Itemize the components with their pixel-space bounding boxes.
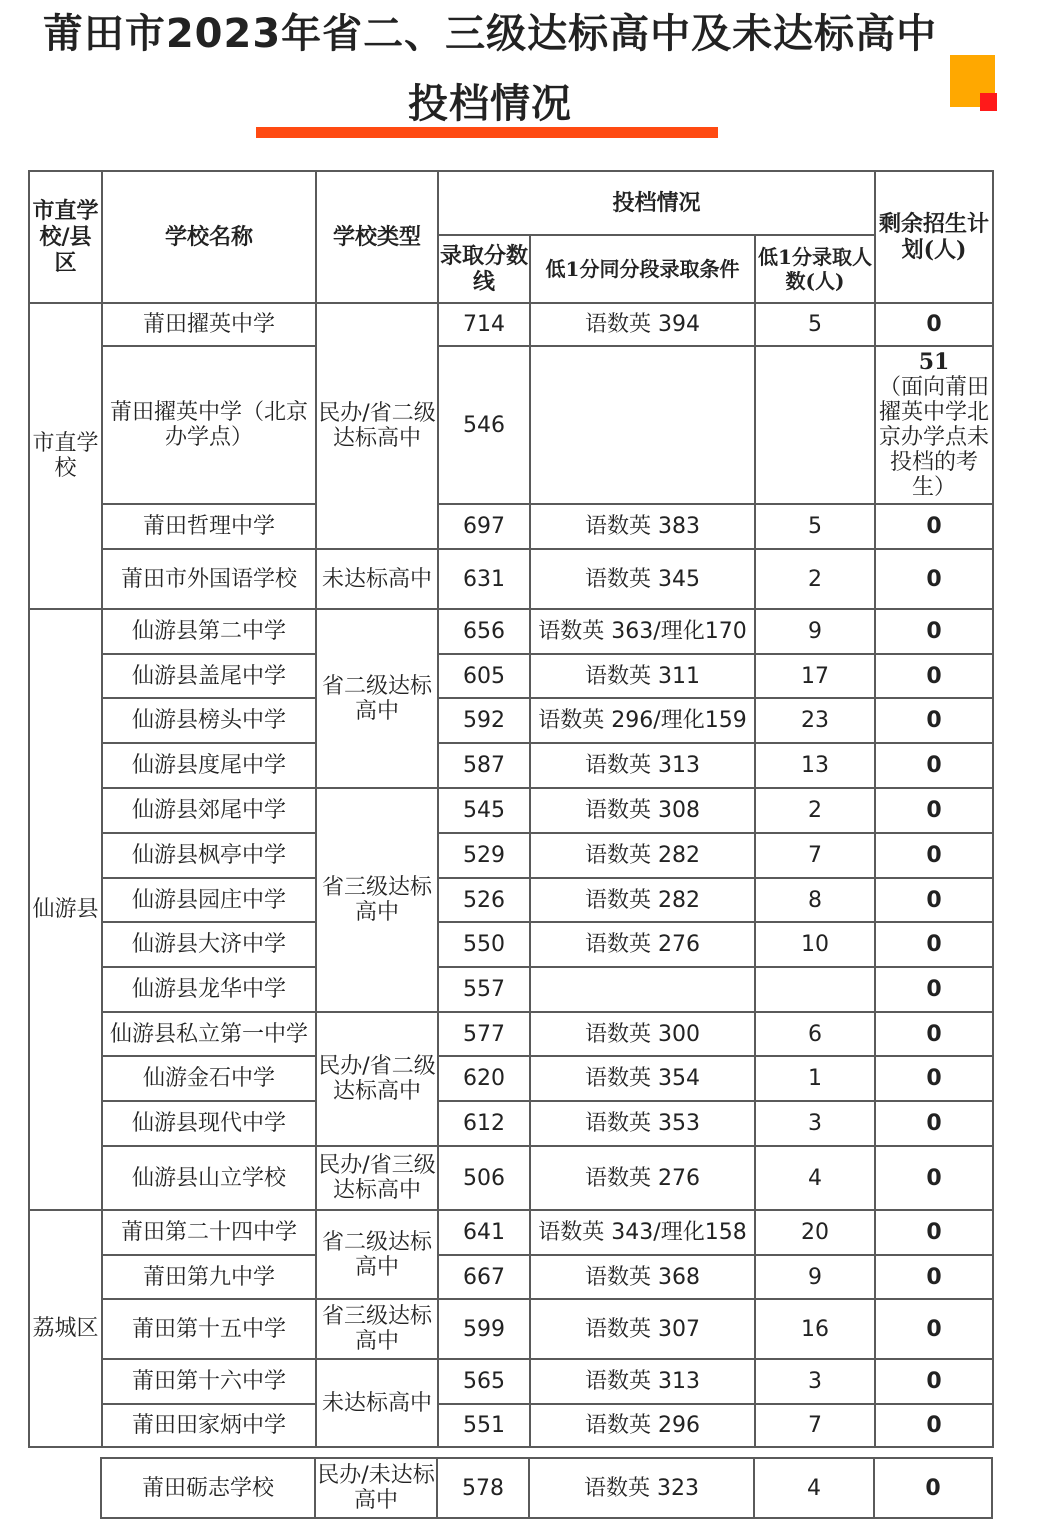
- cutoff-score: 587: [438, 743, 530, 788]
- remaining-plan: 0: [875, 878, 993, 922]
- cutoff-score: 605: [438, 654, 530, 698]
- table-row: [29, 743, 993, 788]
- school-name: 仙游县度尾中学: [102, 743, 316, 788]
- admission-condition: 语数英 313: [530, 743, 755, 788]
- admission-condition: 语数英 383: [530, 504, 755, 549]
- table-row: [29, 788, 993, 833]
- table-row: [29, 654, 993, 698]
- school-name: 仙游县园庄中学: [102, 878, 316, 922]
- admission-condition: 语数英 282: [530, 878, 755, 922]
- admission-table-continued: [28, 1457, 993, 1519]
- admission-condition: 语数英 276: [530, 922, 755, 967]
- school-name: 仙游县现代中学: [102, 1101, 316, 1146]
- admit-count: 9: [755, 609, 875, 654]
- cutoff-score: 557: [438, 967, 530, 1012]
- school-name: 仙游县大济中学: [102, 922, 316, 967]
- table-row: [29, 609, 993, 654]
- remaining-plan: 0: [875, 788, 993, 833]
- admit-count: 16: [755, 1299, 875, 1359]
- admission-condition: 语数英 353: [530, 1101, 755, 1146]
- remaining-plan: 0: [875, 922, 993, 967]
- header-condition: 低1分同分段录取条件: [530, 235, 755, 303]
- admission-condition: 语数英 311: [530, 654, 755, 698]
- remaining-value: 51: [918, 349, 950, 375]
- table-row: [29, 1210, 993, 1255]
- admission-condition: 语数英 300: [530, 1012, 755, 1056]
- admission-condition: 语数英 343/理化158: [530, 1210, 755, 1255]
- school-type: 未达标高中: [316, 549, 438, 609]
- cutoff-score: 529: [438, 833, 530, 878]
- cutoff-score: 551: [438, 1404, 530, 1447]
- remaining-plan: 0: [875, 1299, 993, 1359]
- table-row: [29, 549, 993, 609]
- header-admission: 投档情况: [438, 171, 875, 235]
- remaining-plan: 0: [875, 609, 993, 654]
- school-name: 仙游县榜头中学: [102, 698, 316, 743]
- cutoff-score: 546: [438, 346, 530, 504]
- school-name: 莆田擢英中学: [102, 303, 316, 346]
- admit-count: 10: [755, 922, 875, 967]
- admission-condition: 语数英 363/理化170: [530, 609, 755, 654]
- admit-count: [755, 967, 875, 1012]
- admission-condition: [530, 346, 755, 504]
- remaining-plan: 0: [875, 303, 993, 346]
- school-name: 莆田擢英中学（北京办学点）: [102, 346, 316, 504]
- remaining-plan: 0: [875, 1404, 993, 1447]
- school-type: 省三级达标高中: [316, 1299, 438, 1359]
- admission-condition: 语数英 296/理化159: [530, 698, 755, 743]
- admission-condition: 语数英 307: [530, 1299, 755, 1359]
- school-name: 莆田第十六中学: [102, 1359, 316, 1404]
- table-row: [29, 698, 993, 743]
- admit-count: 4: [755, 1146, 875, 1210]
- admit-count: 4: [754, 1458, 874, 1518]
- admit-count: 13: [755, 743, 875, 788]
- title-underline: [256, 127, 718, 138]
- admit-count: 2: [755, 549, 875, 609]
- table-row: [28, 1458, 992, 1518]
- cutoff-score: 641: [438, 1210, 530, 1255]
- page-title: 莆田市2023年省二、三级达标高中及未达标高中: [42, 11, 938, 57]
- district-cell: 市直学校: [29, 303, 102, 609]
- remaining-plan: 0: [875, 504, 993, 549]
- school-type: 民办/省二级达标高中: [316, 303, 438, 549]
- admit-count: 6: [755, 1012, 875, 1056]
- school-name: 仙游县龙华中学: [102, 967, 316, 1012]
- header-school: 学校名称: [102, 171, 316, 303]
- remaining-plan: 0: [875, 1255, 993, 1299]
- school-name: 莆田第九中学: [102, 1255, 316, 1299]
- admit-count: 7: [755, 833, 875, 878]
- cutoff-score: 550: [438, 922, 530, 967]
- header-district: 市直学校/县区: [29, 171, 102, 303]
- cutoff-score: 631: [438, 549, 530, 609]
- admission-condition: 语数英 354: [530, 1056, 755, 1101]
- admit-count: 20: [755, 1210, 875, 1255]
- admission-condition: 语数英 345: [530, 549, 755, 609]
- header-cutoff: 录取分数线: [438, 235, 530, 303]
- school-name: 仙游县盖尾中学: [102, 654, 316, 698]
- remaining-plan: 0: [875, 698, 993, 743]
- school-name: 仙游金石中学: [102, 1056, 316, 1101]
- header-count: 低1分录取人数(人): [755, 235, 875, 303]
- table-row: [29, 1299, 993, 1359]
- remaining-plan: 0: [874, 1458, 992, 1518]
- admission-condition: 语数英 313: [530, 1359, 755, 1404]
- table-row: [29, 1146, 993, 1210]
- remaining-plan: 0: [875, 1012, 993, 1056]
- remaining-plan: 0: [875, 1359, 993, 1404]
- cutoff-score: 545: [438, 788, 530, 833]
- cutoff-score: 506: [438, 1146, 530, 1210]
- table-row: [29, 878, 993, 922]
- school-type: 民办/省二级达标高中: [316, 1012, 438, 1146]
- cutoff-score: 578: [437, 1458, 529, 1518]
- table-row: [29, 1404, 993, 1447]
- admission-condition: 语数英 308: [530, 788, 755, 833]
- remaining-plan: [875, 346, 993, 504]
- admit-count: 3: [755, 1101, 875, 1146]
- admit-count: 2: [755, 788, 875, 833]
- remaining-plan: 0: [875, 1146, 993, 1210]
- school-type: 民办/省三级达标高中: [316, 1146, 438, 1210]
- cutoff-score: 714: [438, 303, 530, 346]
- admission-condition: 语数英 296: [530, 1404, 755, 1447]
- admit-count: 17: [755, 654, 875, 698]
- admission-condition: 语数英 323: [529, 1458, 754, 1518]
- admission-condition: 语数英 282: [530, 833, 755, 878]
- admission-condition: 语数英 368: [530, 1255, 755, 1299]
- district-cell: 荔城区: [29, 1210, 102, 1447]
- cutoff-score: 599: [438, 1299, 530, 1359]
- cutoff-score: 565: [438, 1359, 530, 1404]
- school-name: 莆田哲理中学: [102, 504, 316, 549]
- cutoff-score: 526: [438, 878, 530, 922]
- remaining-plan: 0: [875, 1210, 993, 1255]
- admission-table: [28, 170, 994, 1448]
- school-name: 仙游县郊尾中学: [102, 788, 316, 833]
- school-name: 仙游县山立学校: [102, 1146, 316, 1210]
- header-type: 学校类型: [316, 171, 438, 303]
- school-name: 莆田砺志学校: [101, 1458, 315, 1518]
- cutoff-score: 577: [438, 1012, 530, 1056]
- remaining-plan: 0: [875, 967, 993, 1012]
- cutoff-score: 592: [438, 698, 530, 743]
- table-row: [29, 303, 993, 346]
- remaining-plan: 0: [875, 1101, 993, 1146]
- cutoff-score: 656: [438, 609, 530, 654]
- admission-condition: 语数英 276: [530, 1146, 755, 1210]
- district-cell: 仙游县: [29, 609, 102, 1210]
- remaining-plan: 0: [875, 743, 993, 788]
- school-type: 省二级达标高中: [316, 1210, 438, 1299]
- admit-count: 7: [755, 1404, 875, 1447]
- table-row: [29, 346, 993, 504]
- remaining-plan: 0: [875, 549, 993, 609]
- school-type: 未达标高中: [316, 1359, 438, 1447]
- school-name: 莆田市外国语学校: [102, 549, 316, 609]
- remaining-note: （面向莆田擢英中学北京办学点未投档的考生）: [878, 375, 989, 500]
- school-name: 莆田田家炳中学: [102, 1404, 316, 1447]
- admit-count: 9: [755, 1255, 875, 1299]
- admit-count: 23: [755, 698, 875, 743]
- admit-count: 1: [755, 1056, 875, 1101]
- table-row: [29, 1056, 993, 1101]
- admission-condition: [530, 967, 755, 1012]
- table-row: [29, 833, 993, 878]
- school-name: 仙游县私立第一中学: [102, 1012, 316, 1056]
- table-row: [29, 1359, 993, 1404]
- decorative-red-block: [980, 93, 997, 111]
- header-remaining: 剩余招生计划(人): [875, 171, 993, 303]
- page-subtitle: 投档情况: [408, 81, 572, 127]
- admit-count: 8: [755, 878, 875, 922]
- table-row: [29, 967, 993, 1012]
- school-name: 莆田第十五中学: [102, 1299, 316, 1359]
- remaining-plan: 0: [875, 654, 993, 698]
- school-type: 民办/未达标高中: [315, 1458, 437, 1518]
- table-row: [29, 1255, 993, 1299]
- cutoff-score: 697: [438, 504, 530, 549]
- school-type: 省三级达标高中: [316, 788, 438, 1012]
- admission-condition: 语数英 394: [530, 303, 755, 346]
- admit-count: [755, 346, 875, 504]
- cutoff-score: 667: [438, 1255, 530, 1299]
- admit-count: 5: [755, 504, 875, 549]
- admit-count: 5: [755, 303, 875, 346]
- school-name: 莆田第二十四中学: [102, 1210, 316, 1255]
- remaining-plan: 0: [875, 1056, 993, 1101]
- school-name: 仙游县第二中学: [102, 609, 316, 654]
- admit-count: 3: [755, 1359, 875, 1404]
- table-row: [29, 1101, 993, 1146]
- district-cell: [28, 1458, 101, 1518]
- school-type: 省二级达标高中: [316, 609, 438, 788]
- table-row: [29, 1012, 993, 1056]
- remaining-plan: 0: [875, 833, 993, 878]
- table-row: [29, 504, 993, 549]
- cutoff-score: 620: [438, 1056, 530, 1101]
- cutoff-score: 612: [438, 1101, 530, 1146]
- table-row: [29, 922, 993, 967]
- school-name: 仙游县枫亭中学: [102, 833, 316, 878]
